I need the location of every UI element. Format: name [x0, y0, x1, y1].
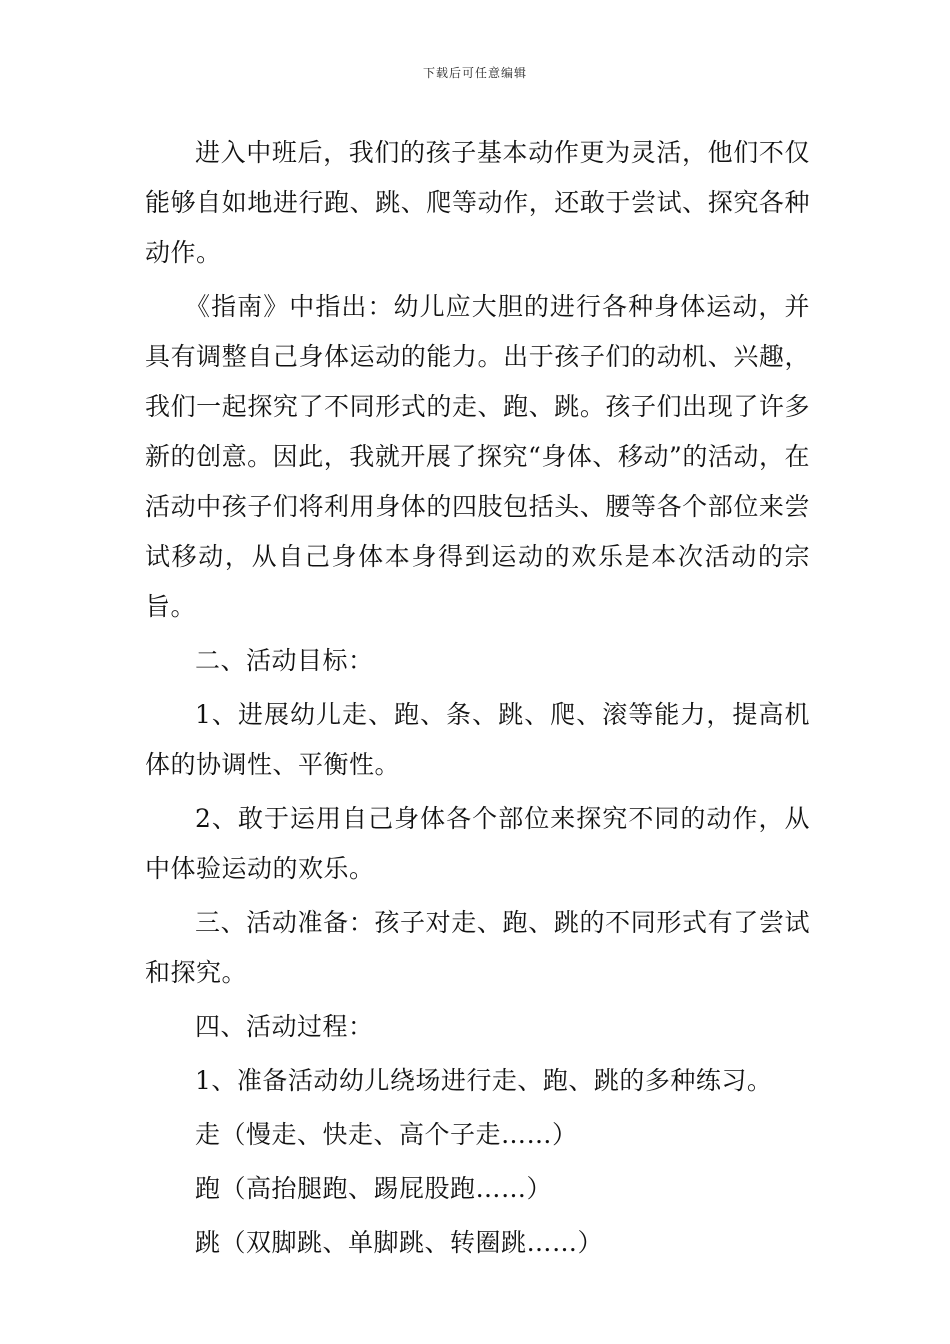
page-header: 下载后可任意编辑	[422, 66, 527, 80]
paragraph-guide: 《指南》中指出：幼儿应大胆的进行各种身体运动，并具有调整自己身体运动的能力。出于孩子们的动机、兴趣，我们一起探究了不同形式的走、跑、跳。孩子们出现了许多新的创意。因此，我就开展了探究“身体、移动”的活动，在活动中孩子们将利用身体的四肢包括头、腰等各个部位来尝试移动，从自己身体本身得到运动的欢乐是本次活动的宗旨。	[145, 292, 810, 621]
document-body	[145, 128, 810, 1272]
exercise-jump: 跳（双脚跳、单脚跳、转圈跳……）	[195, 1228, 604, 1257]
section-heading-process: 四、活动过程：	[195, 1012, 374, 1041]
paragraph-intro: 进入中班后，我们的孩子基本动作更为灵活，他们不仅能够自如地进行跑、跳、爬等动作，还敢于尝试、探究各种动作。	[145, 138, 810, 267]
process-item-1: 1、准备活动幼儿绕场进行走、跑、跳的多种练习。	[195, 1066, 773, 1095]
section-heading-preparation: 三、活动准备：孩子对走、跑、跳的不同形式有了尝试和探究。	[145, 908, 810, 987]
section-heading-goals: 二、活动目标：	[195, 646, 374, 675]
exercise-run: 跑（高抬腿跑、踢屁股跑……）	[195, 1174, 553, 1203]
exercise-walk: 走（慢走、快走、高个子走……）	[195, 1120, 578, 1149]
goal-item-1: 1、进展幼儿走、跑、条、跳、爬、滚等能力，提高机体的协调性、平衡性。	[145, 700, 810, 779]
goal-item-2: 2、敢于运用自己身体各个部位来探究不同的动作，从中体验运动的欢乐。	[145, 804, 810, 883]
